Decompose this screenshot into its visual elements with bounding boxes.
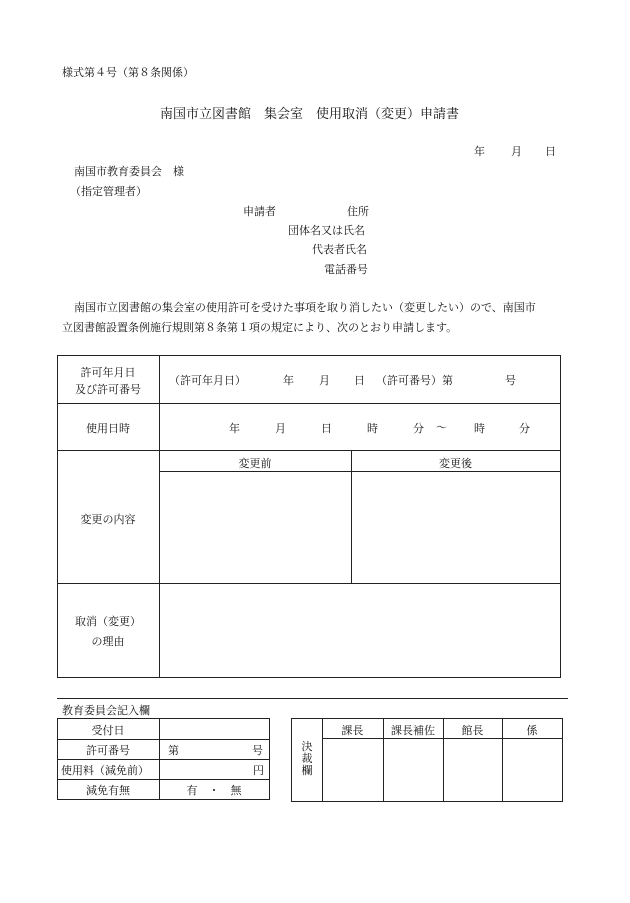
change-after-field[interactable] bbox=[353, 473, 558, 581]
applicant-name-label: 団体名又は氏名 bbox=[288, 224, 365, 237]
approver-header-staff: 係 bbox=[526, 724, 538, 737]
change-after-header: 変更後 bbox=[439, 457, 472, 470]
change-before-field[interactable] bbox=[161, 473, 349, 581]
decision-label: 決裁欄 bbox=[301, 740, 313, 777]
reason-field[interactable] bbox=[161, 585, 558, 675]
usage-month-field[interactable]: 月 bbox=[275, 422, 286, 435]
permit-month-field[interactable]: 月 bbox=[319, 374, 330, 387]
usage-hour-start-field[interactable]: 時 bbox=[367, 422, 378, 435]
usage-year-field[interactable]: 年 bbox=[229, 422, 240, 435]
permit-year-field[interactable]: 年 bbox=[283, 374, 294, 387]
permit-date-label: （許可年月日） bbox=[169, 374, 246, 387]
approver-header-section-chief: 課長 bbox=[341, 724, 364, 737]
usage-fee-unit: 円 bbox=[253, 764, 264, 777]
office-permit-number-prefix: 第 bbox=[168, 744, 179, 757]
office-permit-number-suffix: 号 bbox=[252, 744, 263, 757]
office-section-title: 教育委員会記入欄 bbox=[62, 704, 150, 717]
exemption-label: 減免有無 bbox=[86, 784, 130, 797]
body-line-2: 立図書館設置条例施行規則第８条第１項の規定により、次のとおり申請します。 bbox=[62, 321, 458, 334]
received-date-label: 受付日 bbox=[91, 724, 125, 737]
addressee-sub: （指定管理者） bbox=[70, 185, 147, 198]
usage-minute-end-field[interactable]: 分 bbox=[519, 422, 530, 435]
date-month-label: 月 bbox=[511, 145, 522, 158]
change-content-label: 変更の内容 bbox=[80, 513, 136, 526]
body-line-1: 南国市立図書館の集会室の使用許可を受けた事項を取り消したい（変更したい）ので、南国市 bbox=[74, 301, 536, 314]
office-permit-number-label: 許可番号 bbox=[86, 744, 130, 757]
section-divider bbox=[57, 698, 568, 699]
applicant-label: 申請者 bbox=[243, 205, 276, 218]
permit-number-label: （許可番号）第 bbox=[376, 374, 453, 387]
permit-day-field[interactable]: 日 bbox=[354, 374, 365, 387]
reason-label-1: 取消（変更） bbox=[75, 615, 141, 628]
change-before-header: 変更前 bbox=[238, 457, 272, 470]
form-number: 様式第４号（第８条関係） bbox=[62, 66, 194, 79]
approver-header-deputy-chief: 課長補佐 bbox=[391, 724, 435, 737]
applicant-representative-label: 代表者氏名 bbox=[312, 243, 367, 256]
form-title: 南国市立図書館 集会室 使用取消（変更）申請書 bbox=[160, 107, 460, 122]
usage-minute-start-field[interactable]: 分 bbox=[413, 422, 424, 435]
exemption-options[interactable]: 有 ・ 無 bbox=[186, 784, 242, 797]
usage-day-field[interactable]: 日 bbox=[321, 422, 332, 435]
approver-header-director: 館長 bbox=[461, 724, 484, 737]
applicant-phone-label: 電話番号 bbox=[324, 263, 368, 276]
usage-hour-end-field[interactable]: 時 bbox=[474, 422, 485, 435]
usage-fee-label: 使用料（減免前） bbox=[61, 764, 149, 777]
applicant-address-label: 住所 bbox=[347, 205, 369, 218]
date-year-label: 年 bbox=[474, 145, 485, 158]
reason-label-2: の理由 bbox=[91, 635, 125, 648]
permit-number-field[interactable]: 号 bbox=[505, 374, 516, 387]
permit-row-label-2: 及び許可番号 bbox=[75, 383, 141, 396]
date-day-label: 日 bbox=[545, 145, 556, 158]
usage-datetime-label: 使用日時 bbox=[86, 422, 130, 435]
permit-row-label-1: 許可年月日 bbox=[80, 366, 136, 379]
usage-tilde: ～ bbox=[436, 421, 447, 434]
addressee: 南国市教育委員会 様 bbox=[74, 165, 184, 178]
